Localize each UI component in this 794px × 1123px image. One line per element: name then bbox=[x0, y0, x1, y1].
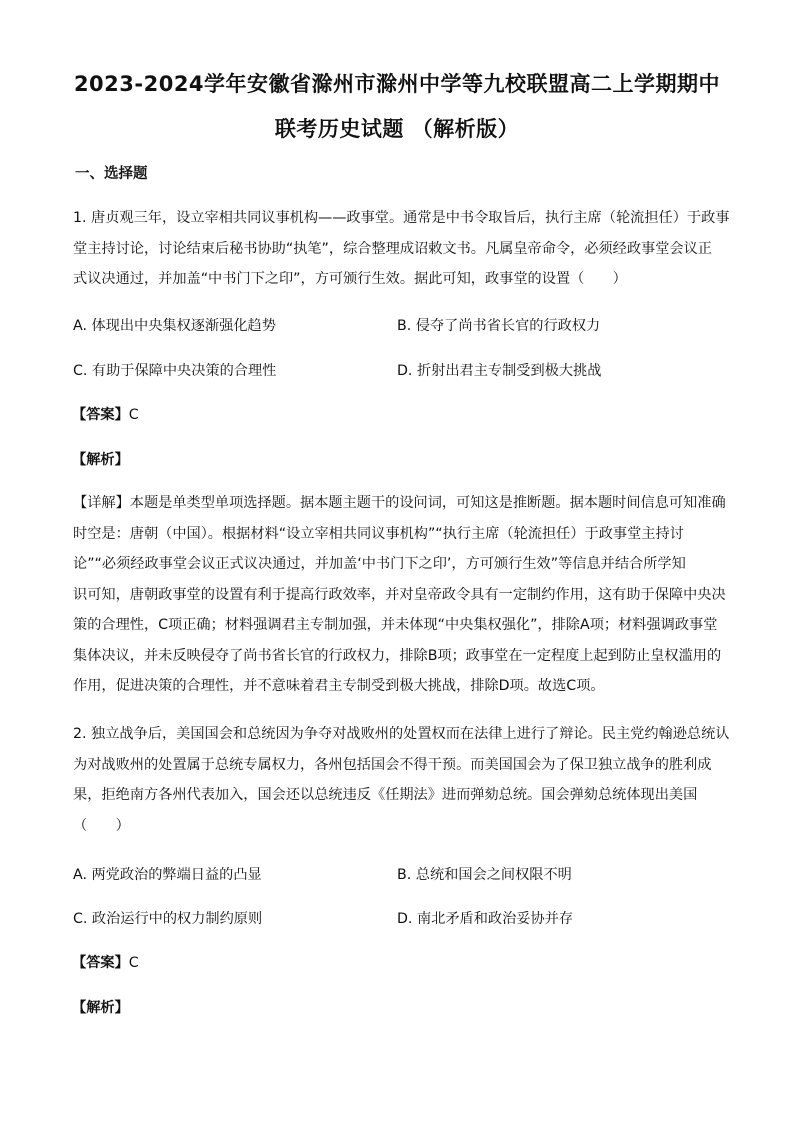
question-2-line: 果，拒绝南方各州代表加入，国会还以总统违反《任期法》进而弹劾总统。国会弹劾总统体现出美国 bbox=[73, 787, 698, 803]
question-2-option-a: A. 两党政治的弊端日益的凸显 bbox=[73, 867, 262, 883]
answer-label: 【答案】 bbox=[72, 407, 129, 423]
question-2-option-c: C. 政治运行中的权力制约原则 bbox=[73, 911, 263, 927]
answer-label: 【答案】 bbox=[72, 955, 129, 971]
analysis-label: 【解析】 bbox=[72, 452, 129, 468]
answer-value: C bbox=[128, 407, 139, 423]
detail-line: 时空是：唐朝（中国）。根据材料“设立宰相共同议事机构”“执行主席（轮流担任）于政事堂主持讨 bbox=[73, 525, 684, 542]
document-title-line-1: 2023-2024学年安徽省滁州市滁州中学等九校联盟高二上学期期中 bbox=[73, 72, 721, 96]
section-heading: 一、选择题 bbox=[75, 166, 148, 182]
detail-line: 识可知，唐朝政事堂的设置有利于提高行政效率，并对皇帝政令具有一定制约作用，这有助于保障中央决 bbox=[73, 586, 726, 603]
analysis-label: 【解析】 bbox=[72, 1000, 129, 1016]
question-1-line: 堂主持讨论，讨论结束后秘书协助“执笔”，综合整理成诏敕文书。凡属皇帝命令，必须经政事堂会议正 bbox=[73, 240, 712, 257]
question-1-line: 式议决通过，并加盖“中书门下之印”，方可颁行生效。据此可知，政事堂的设置（ ） bbox=[73, 271, 627, 287]
question-2-option-d: D. 南北矛盾和政治妥协并存 bbox=[397, 911, 574, 927]
detail-line: 【详解】本题是单类型单项选择题。据本题主题干的设问词，可知这是推断题。据本题时间信息可知准确 bbox=[73, 495, 726, 511]
question-2-stem bbox=[73, 719, 730, 841]
question-1-answer bbox=[72, 404, 139, 424]
question-2-option-b: B. 总统和国会之间权限不明 bbox=[397, 867, 572, 883]
detail-line: 作用，促进决策的合理性，并不意味着君主专制受到极大挑战，排除D项。故选C项。 bbox=[73, 678, 605, 694]
answer-value: C bbox=[128, 955, 139, 971]
question-2-line: 为对战败州的处置属于总统专属权力，各州包括国会不得干预。而美国国会为了保卫独立战争的胜利成 bbox=[73, 756, 712, 773]
detail-line: 论”“必须经政事堂会议正式议决通过，并加盖‘中书门下之印’，方可颁行生效”等信息并结合所学知 bbox=[73, 556, 686, 572]
detail-line: 策的合理性，C项正确；材料强调君主专制加强，并未体现“中央集权强化”，排除A项；材料强调政事堂 bbox=[73, 617, 718, 633]
question-1-analysis-label bbox=[72, 449, 129, 469]
question-1-line: 1. 唐贞观三年，设立宰相共同议事机构——政事堂。通常是中书令取旨后，执行主席（轮流担任）于政事 bbox=[73, 210, 730, 226]
question-1-stem bbox=[73, 203, 730, 295]
question-2-line: （ ） bbox=[73, 817, 130, 834]
question-1-option-a: A. 体现出中央集权逐渐强化趋势 bbox=[73, 318, 276, 334]
question-1-option-d: D. 折射出君主专制受到极大挑战 bbox=[397, 363, 602, 379]
question-1-option-c: C. 有助于保障中央决策的合理性 bbox=[73, 363, 277, 379]
question-2-line: 2. 独立战争后，美国国会和总统因为争夺对战败州的处置权而在法律上进行了辩论。民主党约翰逊总统认 bbox=[73, 726, 730, 742]
detail-line: 集体决议，并未反映侵夺了尚书省长官的行政权力，排除B项；政事堂在一定程度上起到防止皇权滥用的 bbox=[73, 647, 722, 664]
document-title-line-2: 联考历史试题 （解析版） bbox=[274, 117, 520, 141]
question-2-answer bbox=[72, 952, 139, 972]
question-2-analysis-label bbox=[72, 997, 129, 1017]
question-1-option-b: B. 侵夺了尚书省长官的行政权力 bbox=[397, 318, 601, 334]
question-1-detail bbox=[73, 488, 726, 702]
